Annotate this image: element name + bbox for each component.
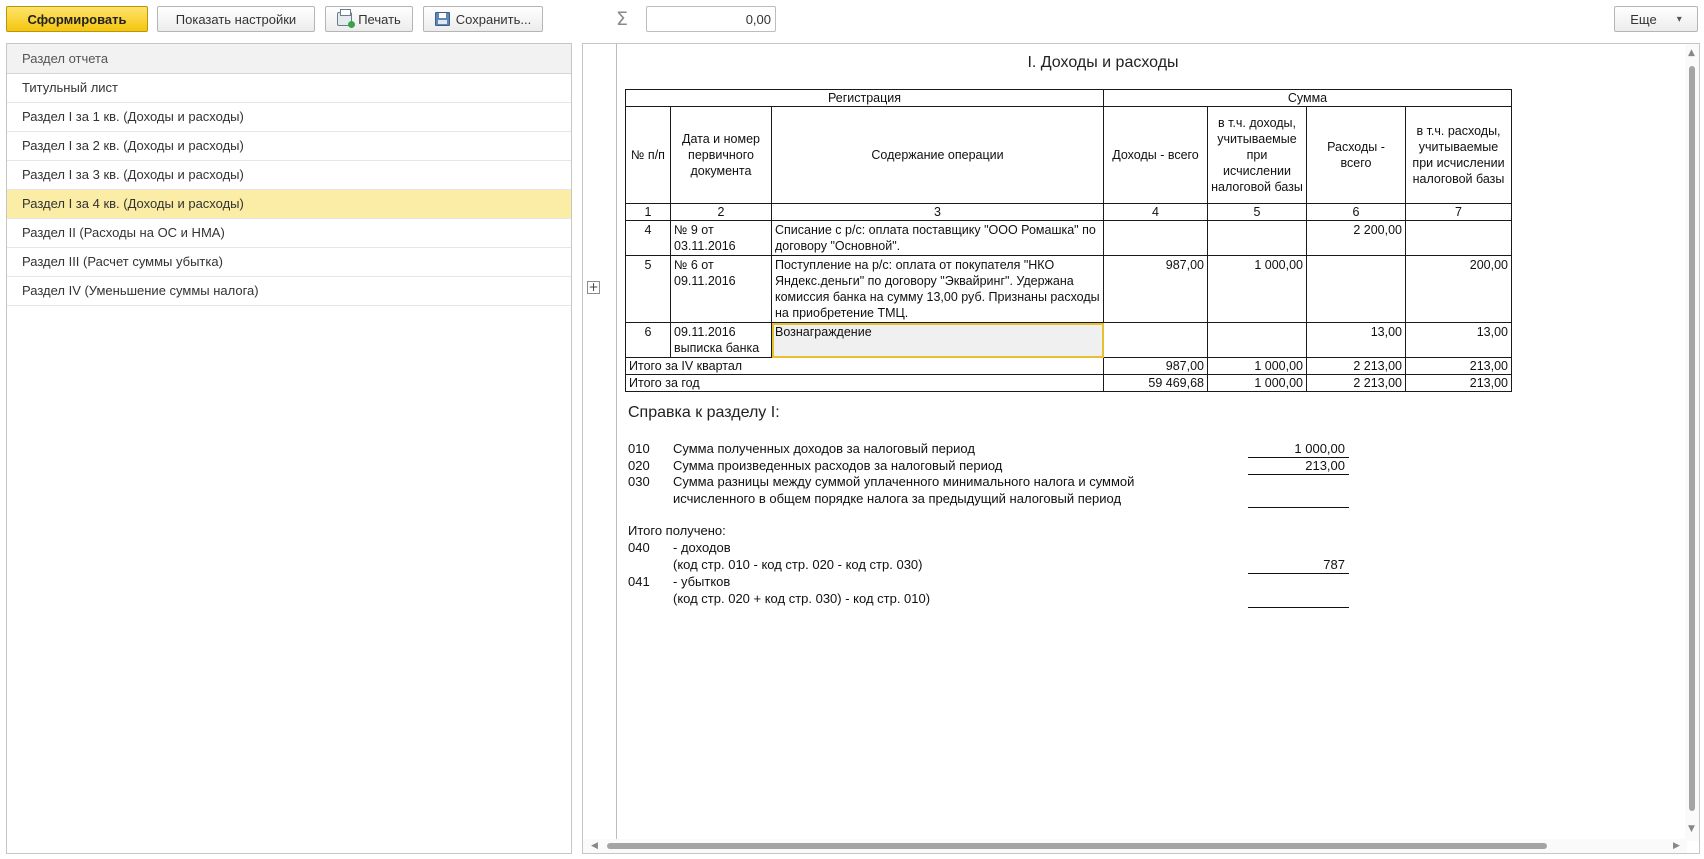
report-sections-panel bbox=[6, 43, 572, 854]
header-expense-total: Расходы - всего bbox=[1307, 107, 1406, 204]
income-expense-table bbox=[625, 89, 1512, 392]
save-button-label: Сохранить... bbox=[455, 11, 532, 27]
header-income-total: Доходы - всего bbox=[1104, 107, 1208, 204]
cell-expense[interactable]: 2 200,00 bbox=[1307, 221, 1406, 256]
cell-document[interactable]: № 9 от 03.11.2016 bbox=[671, 221, 772, 256]
generate-button[interactable]: Сформировать bbox=[6, 6, 148, 32]
col-number: 2 bbox=[671, 204, 772, 221]
cell-income-tax[interactable]: 1 000,00 bbox=[1208, 256, 1307, 323]
line-text: Сумма полученных доходов за налоговый период bbox=[673, 441, 975, 456]
col-number: 1 bbox=[626, 204, 671, 221]
section-item-q3[interactable]: Раздел I за 3 кв. (Доходы и расходы) bbox=[7, 161, 571, 190]
table-row bbox=[626, 221, 1512, 256]
reference-line-010 bbox=[628, 441, 1358, 459]
line-formula: (код стр. 010 - код стр. 020 - код стр. 030) bbox=[673, 557, 923, 572]
header-income-tax: в т.ч. доходы, учитываемые при исчислении налоговой базы bbox=[1208, 107, 1307, 204]
printer-icon bbox=[337, 12, 352, 26]
reference-title: Справка к разделу I: bbox=[628, 404, 780, 421]
section-item-section-4[interactable]: Раздел IV (Уменьшение суммы налога) bbox=[7, 277, 571, 306]
table-group-header-row bbox=[626, 90, 1512, 107]
line-code: 041 bbox=[628, 574, 650, 589]
section-item-q1[interactable]: Раздел I за 1 кв. (Доходы и расходы) bbox=[7, 103, 571, 132]
cell-content-active[interactable]: Вознаграждение bbox=[772, 323, 1104, 358]
toolbar bbox=[0, 0, 1704, 40]
vertical-scroll-thumb[interactable] bbox=[1689, 66, 1695, 811]
section-item-q2[interactable]: Раздел I за 2 кв. (Доходы и расходы) bbox=[7, 132, 571, 161]
line-text-continued: исчисленного в общем порядке налога за предыдущий налоговый период bbox=[673, 491, 1122, 506]
total-year-income-tax[interactable]: 1 000,00 bbox=[1208, 375, 1307, 392]
reference-line-040 bbox=[628, 540, 1358, 576]
section-item-q4[interactable]: Раздел I за 4 кв. (Доходы и расходы) bbox=[7, 190, 571, 219]
line-code: 020 bbox=[628, 458, 650, 473]
table-row bbox=[626, 323, 1512, 358]
total-year-expense[interactable]: 2 213,00 bbox=[1307, 375, 1406, 392]
line-formula: (код стр. 020 + код стр. 030) - код стр. 010) bbox=[673, 591, 931, 606]
cell-expense-tax[interactable]: 13,00 bbox=[1406, 323, 1512, 358]
horizontal-scrollbar[interactable] bbox=[583, 839, 1687, 853]
total-quarter-expense-tax[interactable]: 213,00 bbox=[1406, 358, 1512, 375]
header-num: № п/п bbox=[626, 107, 671, 204]
report-document bbox=[582, 43, 1700, 854]
group-header-registration: Регистрация bbox=[626, 90, 1104, 107]
cell-income[interactable] bbox=[1104, 323, 1208, 358]
reference-line-030 bbox=[628, 474, 1358, 510]
cell-num[interactable]: 5 bbox=[626, 256, 671, 323]
cell-expense-tax[interactable] bbox=[1406, 221, 1512, 256]
line-code: 040 bbox=[628, 540, 650, 555]
cell-income[interactable] bbox=[1104, 221, 1208, 256]
cell-document[interactable]: № 6 от 09.11.2016 bbox=[671, 256, 772, 323]
cell-expense[interactable]: 13,00 bbox=[1307, 323, 1406, 358]
cell-expense[interactable] bbox=[1307, 256, 1406, 323]
vertical-scrollbar[interactable] bbox=[1685, 44, 1699, 841]
line-code: 030 bbox=[628, 474, 650, 489]
col-number: 3 bbox=[772, 204, 1104, 221]
section-item-section-3[interactable]: Раздел III (Расчет суммы убытка) bbox=[7, 248, 571, 277]
gutter-divider bbox=[616, 44, 617, 841]
chevron-down-icon: ▾ bbox=[1676, 13, 1682, 25]
scroll-down-icon[interactable]: ▼ bbox=[1688, 824, 1695, 834]
section-item-section-2[interactable]: Раздел II (Расходы на ОС и НМА) bbox=[7, 219, 571, 248]
total-quarter-expense[interactable]: 2 213,00 bbox=[1307, 358, 1406, 375]
expand-plus-icon[interactable]: + bbox=[588, 280, 599, 294]
table-header-row bbox=[626, 107, 1512, 204]
section-item-title-page[interactable]: Титульный лист bbox=[7, 74, 571, 103]
col-number: 7 bbox=[1406, 204, 1512, 221]
cell-num[interactable]: 6 bbox=[626, 323, 671, 358]
cell-income[interactable]: 987,00 bbox=[1104, 256, 1208, 323]
cell-income-tax[interactable] bbox=[1208, 323, 1307, 358]
total-year-income[interactable]: 59 469,68 bbox=[1104, 375, 1208, 392]
print-button-label: Печать bbox=[358, 11, 401, 27]
scroll-up-icon[interactable]: ▲ bbox=[1688, 48, 1695, 58]
group-header-sum: Сумма bbox=[1104, 90, 1512, 107]
cell-content[interactable]: Списание с р/с: оплата поставщику "ООО Ромашка" по договору "Основной". bbox=[772, 221, 1104, 256]
floppy-disk-icon bbox=[435, 12, 450, 26]
total-quarter-income-tax[interactable]: 1 000,00 bbox=[1208, 358, 1307, 375]
line-value[interactable]: 787 bbox=[1248, 557, 1349, 574]
sections-header: Раздел отчета bbox=[7, 44, 571, 74]
more-button[interactable] bbox=[1614, 6, 1698, 32]
header-expense-tax: в т.ч. расходы, учитываемые при исчислении налоговой базы bbox=[1406, 107, 1512, 204]
cell-document[interactable]: 09.11.2016 выписка банка bbox=[671, 323, 772, 358]
total-quarter-row bbox=[626, 358, 1512, 375]
cell-num[interactable]: 4 bbox=[626, 221, 671, 256]
line-value[interactable] bbox=[1248, 591, 1349, 608]
header-document: Дата и номер первичного документа bbox=[671, 107, 772, 204]
table-row bbox=[626, 256, 1512, 323]
horizontal-scroll-thumb[interactable] bbox=[607, 843, 1547, 849]
show-settings-button[interactable]: Показать настройки bbox=[157, 6, 315, 32]
cell-income-tax[interactable] bbox=[1208, 221, 1307, 256]
table-column-numbers-row bbox=[626, 204, 1512, 221]
line-text: - убытков bbox=[673, 574, 731, 589]
total-year-expense-tax[interactable]: 213,00 bbox=[1406, 375, 1512, 392]
col-number: 4 bbox=[1104, 204, 1208, 221]
scroll-right-icon[interactable]: ▶ bbox=[1673, 841, 1680, 851]
sigma-icon: Σ bbox=[615, 8, 628, 30]
line-value[interactable]: 213,00 bbox=[1248, 458, 1349, 475]
line-value[interactable] bbox=[1248, 491, 1349, 508]
reference-line-041 bbox=[628, 574, 1358, 610]
header-content: Содержание операции bbox=[772, 107, 1104, 204]
more-button-label: Еще bbox=[1630, 11, 1657, 27]
total-year-label[interactable]: Итого за год bbox=[626, 375, 1104, 392]
col-number: 6 bbox=[1307, 204, 1406, 221]
report-title: I. Доходы и расходы bbox=[1027, 54, 1179, 71]
col-number: 5 bbox=[1208, 204, 1307, 221]
cell-content[interactable]: Поступление на р/с: оплата от покупателя "НКО Яндекс.деньги" по договору "Эквайринг". Удержана комиссия банка на сумму 13,00 руб. Признаны расходы на приобретение ТМЦ. bbox=[772, 256, 1104, 323]
sum-field[interactable] bbox=[646, 6, 776, 32]
total-year-row bbox=[626, 375, 1512, 392]
line-value[interactable]: 1 000,00 bbox=[1248, 441, 1349, 458]
line-text: Сумма разницы между суммой уплаченного минимального налога и суммой bbox=[673, 474, 1135, 489]
save-button[interactable] bbox=[423, 6, 543, 32]
print-button[interactable] bbox=[325, 6, 413, 32]
total-quarter-income[interactable]: 987,00 bbox=[1104, 358, 1208, 375]
total-quarter-label[interactable]: Итого за IV квартал bbox=[626, 358, 1104, 375]
cell-expense-tax[interactable]: 200,00 bbox=[1406, 256, 1512, 323]
scroll-left-icon[interactable]: ◀ bbox=[591, 841, 598, 851]
total-received-label: Итого получено: bbox=[628, 523, 726, 538]
line-text: - доходов bbox=[673, 540, 731, 555]
line-code: 010 bbox=[628, 441, 650, 456]
line-text: Сумма произведенных расходов за налоговый период bbox=[673, 458, 1003, 473]
